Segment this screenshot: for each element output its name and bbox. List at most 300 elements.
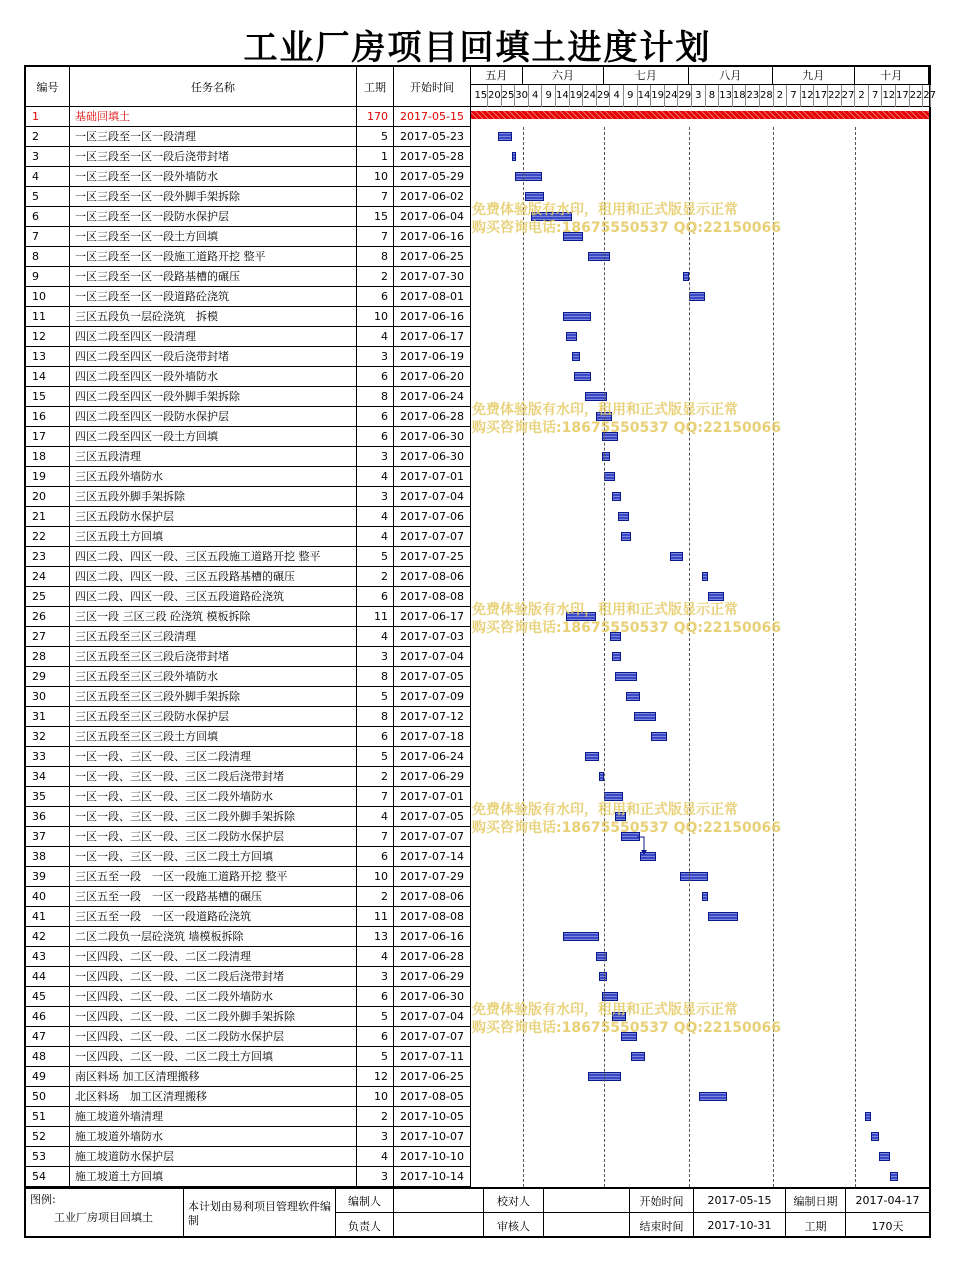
task-name: 施工坡道外墙清理 [70,1107,357,1127]
task-id: 25 [26,587,70,607]
task-row[interactable] [26,387,471,407]
task-name: 三区五至一段 一区一段施工道路开挖 整平 [70,867,357,887]
task-row[interactable] [26,187,471,207]
task-start: 2017-06-16 [394,927,471,947]
task-name: 一区四段、二区一段、二区二段土方回填 [70,1047,357,1067]
task-row[interactable] [26,547,471,567]
task-row[interactable] [26,307,471,327]
editor-value[interactable] [394,1189,484,1213]
task-duration: 6 [357,727,394,747]
task-start: 2017-08-08 [394,907,471,927]
task-bar[interactable] [604,792,623,801]
task-row[interactable] [26,487,471,507]
task-row[interactable] [26,147,471,167]
task-row[interactable] [26,607,471,627]
task-duration: 2 [357,267,394,287]
task-start: 2017-07-12 [394,707,471,727]
task-row[interactable] [26,987,471,1007]
task-name: 基础回填土 [70,107,357,127]
task-start: 2017-06-02 [394,187,471,207]
task-bar[interactable] [612,492,620,501]
task-duration: 4 [357,627,394,647]
task-duration: 8 [357,707,394,727]
task-row[interactable] [26,807,471,827]
task-row[interactable] [26,267,471,287]
task-start: 2017-07-30 [394,267,471,287]
task-bar[interactable] [602,452,610,461]
watermark-line-2: 购买咨询电话:18675550537 QQ:22150066 [472,820,781,836]
timeline-day: 9 [542,85,556,107]
task-name: 三区五至一段 一区一段路基槽的碾压 [70,887,357,907]
timeline-day: 20 [488,85,502,107]
task-duration: 4 [357,507,394,527]
summary-bar[interactable] [471,111,929,119]
task-bar[interactable] [588,252,610,261]
task-start: 2017-07-07 [394,527,471,547]
task-id: 9 [26,267,70,287]
task-id: 29 [26,667,70,687]
watermark-line-1: 免费体验版有水印，租用和正式版显示正常 [472,802,738,818]
task-id: 48 [26,1047,70,1067]
task-start: 2017-10-14 [394,1167,471,1187]
task-id: 50 [26,1087,70,1107]
owner-value[interactable] [394,1213,484,1238]
task-id: 16 [26,407,70,427]
task-bar[interactable] [702,892,707,901]
task-duration: 4 [357,467,394,487]
task-name: 三区五段清理 [70,447,357,467]
task-duration: 6 [357,287,394,307]
timeline-day: 7 [787,85,801,107]
task-row[interactable] [26,287,471,307]
task-duration: 5 [357,1007,394,1027]
timeline-day: 27 [842,85,856,107]
task-id: 20 [26,487,70,507]
task-id: 7 [26,227,70,247]
task-duration: 7 [357,227,394,247]
column-header-name[interactable]: 任务名称 [70,67,357,107]
watermark [472,1001,781,1037]
task-id: 19 [26,467,70,487]
task-bar[interactable] [618,512,629,521]
task-name: 四区二段至四区一段清理 [70,327,357,347]
timeline-day: 2 [774,85,788,107]
task-duration: 3 [357,447,394,467]
task-bar[interactable] [626,692,640,701]
task-duration: 2 [357,887,394,907]
watermark-line-2: 购买咨询电话:18675550537 QQ:22150066 [472,220,781,236]
task-row[interactable] [26,907,471,927]
legend-label: 图例: [30,1193,56,1206]
task-duration: 5 [357,547,394,567]
task-id: 3 [26,147,70,167]
timeline-day: 19 [651,85,665,107]
task-start: 2017-07-07 [394,827,471,847]
task-row[interactable] [26,887,471,907]
timeline-day: 23 [746,85,760,107]
end-time-label: 结束时间 [630,1213,694,1238]
task-id: 52 [26,1127,70,1147]
task-row[interactable] [26,167,471,187]
task-row[interactable] [26,1007,471,1027]
task-bar[interactable] [572,352,580,361]
task-bar[interactable] [512,152,516,161]
task-duration: 11 [357,907,394,927]
task-row[interactable] [26,427,471,447]
project-name: 工业厂房项目回填土 [54,1211,153,1224]
watermark-line-2: 购买咨询电话:18675550537 QQ:22150066 [472,420,781,436]
task-bar[interactable] [631,1052,645,1061]
task-name: 一区三段至一区一段防水保护层 [70,207,357,227]
task-row[interactable] [26,567,471,587]
task-row[interactable] [26,227,471,247]
task-name: 一区四段、二区一段、二区二段清理 [70,947,357,967]
task-duration: 3 [357,647,394,667]
task-id: 10 [26,287,70,307]
task-row[interactable] [26,847,471,867]
timeline-month: 十月 [855,67,929,85]
timeline-day: 29 [597,85,611,107]
task-start: 2017-07-29 [394,867,471,887]
task-bar[interactable] [563,932,598,941]
task-start: 2017-06-25 [394,247,471,267]
task-row[interactable] [26,667,471,687]
timeline-month: 七月 [604,67,688,85]
task-row[interactable] [26,527,471,547]
gantt-sheet [24,65,936,1238]
timeline-day: 15 [474,85,488,107]
task-duration: 10 [357,867,394,887]
task-duration: 2 [357,767,394,787]
task-bar[interactable] [708,912,738,921]
timeline-day: 3 [692,85,706,107]
task-bar[interactable] [699,1092,726,1101]
task-row[interactable] [26,467,471,487]
task-row[interactable] [26,767,471,787]
task-row[interactable] [26,507,471,527]
timeline-day: 18 [733,85,747,107]
task-row[interactable] [26,1067,471,1087]
task-bar[interactable] [702,572,707,581]
timeline-day: 27 [923,85,931,107]
page-title: 工业厂房项目回填土进度计划 [243,28,712,68]
task-bar[interactable] [651,732,667,741]
task-id: 33 [26,747,70,767]
task-name: 一区四段、二区一段、二区二段后浇带封堵 [70,967,357,987]
task-name: 四区二段至四区一段防水保护层 [70,407,357,427]
task-id: 27 [26,627,70,647]
watermark-line-1: 免费体验版有水印，租用和正式版显示正常 [472,602,738,618]
task-name: 四区二段至四区一段土方回填 [70,427,357,447]
task-start: 2017-07-03 [394,627,471,647]
task-start: 2017-07-04 [394,1007,471,1027]
duration-value: 170天 [871,1219,904,1233]
task-id: 6 [26,207,70,227]
task-id: 31 [26,707,70,727]
task-id: 30 [26,687,70,707]
task-name: 北区料场 加工区清理搬移 [70,1087,357,1107]
task-duration: 6 [357,407,394,427]
task-row[interactable] [26,107,471,127]
task-duration: 6 [357,987,394,1007]
task-bar[interactable] [574,372,590,381]
owner-label: 负责人 [336,1213,394,1238]
task-start: 2017-06-28 [394,947,471,967]
task-row[interactable] [26,327,471,347]
task-id: 39 [26,867,70,887]
watermark [472,201,781,237]
task-start: 2017-06-19 [394,347,471,367]
task-name: 一区三段至一区一段土方回填 [70,227,357,247]
timeline-day: 8 [706,85,720,107]
task-duration: 8 [357,247,394,267]
task-row[interactable] [26,747,471,767]
task-bar[interactable] [585,752,599,761]
task-id: 36 [26,807,70,827]
timeline-month: 五月 [471,67,523,85]
task-duration: 15 [357,207,394,227]
task-row[interactable] [26,787,471,807]
task-name: 一区三段至一区一段路基槽的碾压 [70,267,357,287]
task-duration: 6 [357,367,394,387]
task-id: 44 [26,967,70,987]
task-start: 2017-06-16 [394,227,471,247]
task-row[interactable] [26,647,471,667]
task-name: 三区五段外墙防水 [70,467,357,487]
timeline-day: 12 [801,85,815,107]
timeline-day: 13 [719,85,733,107]
task-bar[interactable] [612,652,620,661]
timeline-header [471,67,936,107]
task-start: 2017-05-29 [394,167,471,187]
task-start: 2017-08-01 [394,287,471,307]
watermark [472,601,781,637]
task-name: 三区五至一段 一区一段道路砼浇筑 [70,907,357,927]
task-start: 2017-06-20 [394,367,471,387]
task-id: 38 [26,847,70,867]
task-name: 一区一段、三区一段、三区二段后浇带封堵 [70,767,357,787]
timeline-day: 14 [638,85,652,107]
task-id: 18 [26,447,70,467]
task-duration: 4 [357,947,394,967]
task-row[interactable] [26,1087,471,1107]
task-name: 一区一段、三区一段、三区二段外脚手架拆除 [70,807,357,827]
timeline-month: 八月 [689,67,773,85]
task-bar[interactable] [599,972,607,981]
task-start: 2017-06-29 [394,767,471,787]
task-name: 施工坡道防水保护层 [70,1147,357,1167]
task-duration: 5 [357,1047,394,1067]
task-row[interactable] [26,687,471,707]
task-duration: 3 [357,1127,394,1147]
task-name: 三区五段至三区三段清理 [70,627,357,647]
task-id: 47 [26,1027,70,1047]
task-bar[interactable] [596,952,607,961]
task-duration: 10 [357,167,394,187]
timeline-day: 7 [869,85,883,107]
task-row[interactable] [26,727,471,747]
task-bar[interactable] [604,472,615,481]
task-duration: 7 [357,187,394,207]
task-row[interactable] [26,1047,471,1067]
task-row[interactable] [26,1147,471,1167]
task-start: 2017-06-17 [394,607,471,627]
task-start: 2017-10-05 [394,1107,471,1127]
task-start: 2017-06-24 [394,747,471,767]
task-bar[interactable] [871,1132,879,1141]
timeline-day: 4 [610,85,624,107]
task-row[interactable] [26,127,471,147]
watermark-line-2: 购买咨询电话:18675550537 QQ:22150066 [472,1020,781,1036]
task-start: 2017-10-07 [394,1127,471,1147]
software-note: 本计划由易利项目管理软件编制 [188,1199,331,1227]
timeline-day: 17 [896,85,910,107]
task-start: 2017-06-17 [394,327,471,347]
task-bar[interactable] [879,1152,890,1161]
task-duration: 7 [357,827,394,847]
task-row[interactable] [26,587,471,607]
task-bar[interactable] [515,172,542,181]
task-id: 51 [26,1107,70,1127]
task-duration: 8 [357,387,394,407]
task-row[interactable] [26,1107,471,1127]
task-id: 54 [26,1167,70,1187]
task-bar[interactable] [615,672,637,681]
task-start: 2017-08-06 [394,887,471,907]
column-header-id[interactable]: 编号 [26,67,70,107]
task-row[interactable] [26,827,471,847]
task-name: 一区一段、三区一段、三区二段清理 [70,747,357,767]
task-name: 施工坡道土方回填 [70,1167,357,1187]
month-divider [855,127,856,1187]
task-start: 2017-07-07 [394,1027,471,1047]
task-name: 三区五段防水保护层 [70,507,357,527]
task-row[interactable] [26,1027,471,1047]
task-name: 一区四段、二区一段、二区二段外墙防水 [70,987,357,1007]
task-bar[interactable] [621,532,632,541]
task-id: 43 [26,947,70,967]
task-start: 2017-05-15 [394,107,471,127]
task-row[interactable] [26,1127,471,1147]
task-name: 三区五段至三区三段外脚手架拆除 [70,687,357,707]
column-header-start[interactable]: 开始时间 [394,67,471,107]
task-id: 40 [26,887,70,907]
task-id: 21 [26,507,70,527]
task-bar[interactable] [498,132,512,141]
task-row[interactable] [26,1167,471,1187]
task-bar[interactable] [890,1172,898,1181]
checker-label: 校对人 [484,1189,544,1213]
task-name: 三区一段 三区三段 砼浇筑 模板拆除 [70,607,357,627]
task-bar[interactable] [566,332,577,341]
task-name: 三区五段至三区三段外墙防水 [70,667,357,687]
task-id: 42 [26,927,70,947]
task-bar[interactable] [670,552,684,561]
task-row[interactable] [26,867,471,887]
task-row[interactable] [26,927,471,947]
task-id: 34 [26,767,70,787]
column-header-duration[interactable]: 工期 [357,67,394,107]
task-bar[interactable] [634,712,656,721]
task-row[interactable] [26,447,471,467]
task-id: 14 [26,367,70,387]
task-start: 2017-07-25 [394,547,471,567]
reviewer-value[interactable] [544,1213,630,1238]
task-id: 53 [26,1147,70,1167]
task-duration: 1 [357,147,394,167]
task-bar[interactable] [708,592,724,601]
timeline-day: 29 [678,85,692,107]
task-duration: 3 [357,347,394,367]
timeline-day: 24 [583,85,597,107]
task-bar[interactable] [563,312,590,321]
task-start: 2017-05-23 [394,127,471,147]
task-name: 一区三段至一区一段外墙防水 [70,167,357,187]
task-duration: 5 [357,747,394,767]
task-row[interactable] [26,407,471,427]
task-row[interactable] [26,947,471,967]
task-duration: 8 [357,667,394,687]
task-row[interactable] [26,627,471,647]
task-row[interactable] [26,707,471,727]
task-row[interactable] [26,347,471,367]
task-duration: 3 [357,487,394,507]
task-bar[interactable] [689,292,705,301]
task-duration: 12 [357,1067,394,1087]
task-row[interactable] [26,207,471,227]
task-name: 三区五段外脚手架拆除 [70,487,357,507]
task-duration: 10 [357,307,394,327]
timeline-day: 24 [665,85,679,107]
task-name: 三区五段至三区三段土方回填 [70,727,357,747]
dependency-arrow [636,836,650,856]
timeline-day: 22 [910,85,924,107]
watermark-line-1: 免费体验版有水印，租用和正式版显示正常 [472,402,738,418]
task-bar[interactable] [525,192,544,201]
task-bar[interactable] [865,1112,870,1121]
timeline-day: 14 [556,85,570,107]
task-name: 一区三段至一区一段清理 [70,127,357,147]
editor-label: 编制人 [336,1189,394,1213]
task-duration: 3 [357,967,394,987]
task-start: 2017-07-14 [394,847,471,867]
task-name: 一区一段、三区一段、三区二段土方回填 [70,847,357,867]
timeline-day: 22 [828,85,842,107]
task-start: 2017-07-09 [394,687,471,707]
task-row[interactable] [26,967,471,987]
task-duration: 11 [357,607,394,627]
task-row[interactable] [26,367,471,387]
task-id: 15 [26,387,70,407]
task-name: 一区三段至一区一段外脚手架拆除 [70,187,357,207]
task-id: 13 [26,347,70,367]
task-name: 南区料场 加工区清理搬移 [70,1067,357,1087]
task-duration: 170 [357,107,394,127]
task-name: 三区五段土方回填 [70,527,357,547]
task-name: 一区一段、三区一段、三区二段防水保护层 [70,827,357,847]
task-id: 4 [26,167,70,187]
task-start: 2017-07-18 [394,727,471,747]
task-id: 41 [26,907,70,927]
task-row[interactable] [26,247,471,267]
task-bar[interactable] [680,872,707,881]
task-name: 施工坡道外墙防水 [70,1127,357,1147]
compile-date-label: 编制日期 [786,1189,846,1213]
start-time-label: 开始时间 [630,1189,694,1213]
compile-date-value: 2017-04-17 [846,1189,929,1213]
checker-value[interactable] [544,1189,630,1213]
timeline-day: 30 [515,85,529,107]
